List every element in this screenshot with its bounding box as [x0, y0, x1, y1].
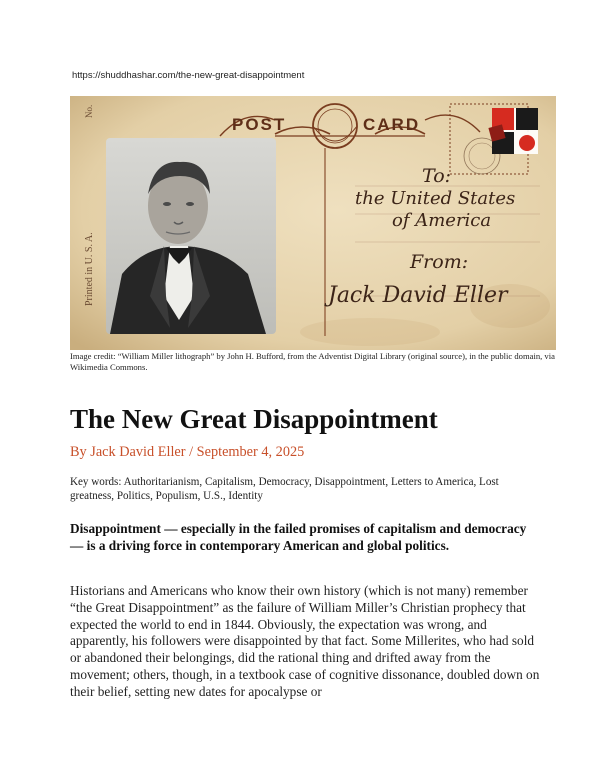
- postcard-from-name: Jack David Eller: [328, 283, 508, 308]
- article-keywords: Key words: Authoritarianism, Capitalism, Democracy, Disappointment, Letters to America, Lost greatness, Politics, Populism, U.S., Identity: [70, 476, 499, 502]
- postcard-from-label: From:: [410, 251, 469, 273]
- article-lede: Disappointment — especially in the failed promises of capitalism and democracy — is a driving force in contemporary American and global politics.: [70, 521, 527, 553]
- image-credit: Image credit: “William Miller lithograph” by John H. Bufford, from the Adventist Digital Library (original source), in the public domain, via Wikimedia Commons.: [70, 351, 555, 372]
- postcard-image: [70, 96, 556, 350]
- postcard-corner-text: No.: [84, 104, 94, 118]
- page-url[interactable]: https://shuddhashar.com/the-new-great-disappointment: [72, 70, 305, 81]
- article-byline[interactable]: By Jack David Eller / September 4, 2025: [70, 444, 305, 460]
- publisher-logo: [488, 108, 538, 154]
- postcard-card-word: CARD: [363, 115, 421, 134]
- postcard-to-line2: of America: [392, 210, 492, 231]
- postcard-to-label: To:: [422, 165, 452, 187]
- william-miller-portrait: [106, 138, 276, 334]
- postcard-side-text: Printed in U. S. A.: [84, 232, 95, 306]
- postcard-to-line1: the United States: [355, 188, 516, 209]
- article-paragraph: Historians and Americans who know their own history (which is not many) remember “the Great Disappointment” as the failure of William Miller’s Christian prophecy that expected the world to end in 1844. Obviously, the expectation was wrong, and apparently, his followers were disappointed by that fact. Some Millerites, who had sold or abandoned their belongings, did the rational thing and drifted away from the movement; others, though, in a textbook case of cognitive dissonance, doubled down on their belief, setting new dates for apocalypse or: [70, 583, 540, 699]
- postcard-post-word: POST: [232, 115, 287, 134]
- article-title: The New Great Disappointment: [70, 404, 438, 434]
